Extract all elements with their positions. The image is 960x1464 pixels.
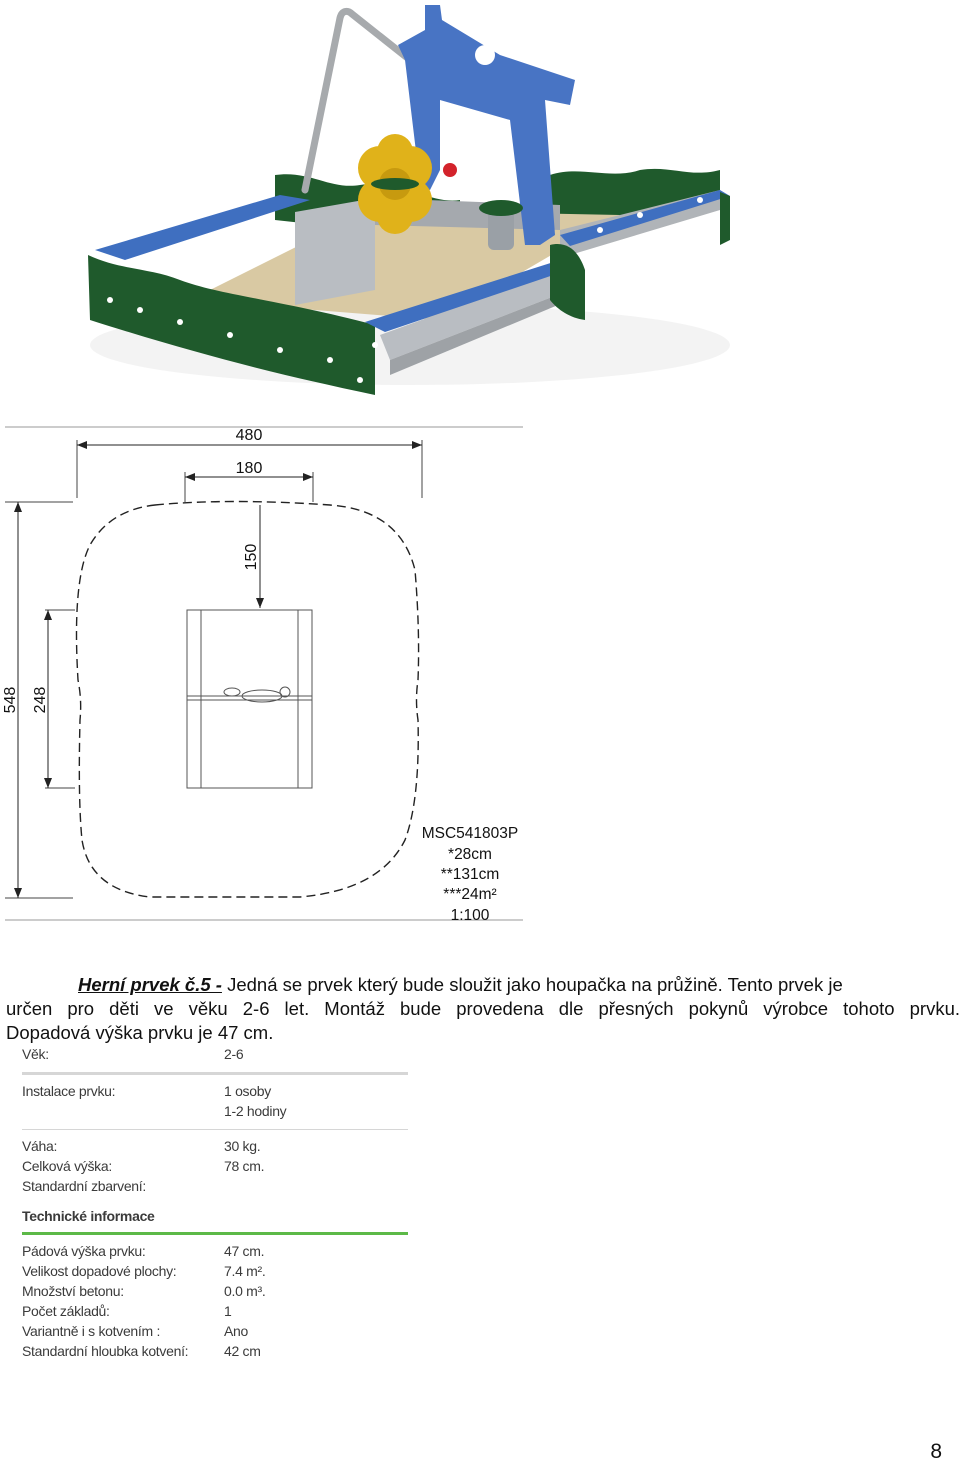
spec-row <box>22 1283 408 1303</box>
dim-total-length: 548 <box>2 686 19 714</box>
dim-total-width: 480 <box>235 427 263 444</box>
spec-row <box>22 1343 408 1363</box>
technical-info-title: Technické informace <box>22 1208 155 1224</box>
spec-row <box>22 1243 408 1263</box>
dim-clearance: 150 <box>243 543 260 571</box>
product-illustration <box>80 0 760 405</box>
separator <box>22 1072 408 1075</box>
page-number: 8 <box>930 1440 942 1463</box>
site-plan-drawing <box>0 420 530 930</box>
dim-equipment-width: 180 <box>235 460 263 477</box>
spec-value: 1-2 hodiny <box>224 1103 287 1119</box>
spec-row <box>22 1158 408 1178</box>
spec-value: 30 kg. <box>224 1138 261 1154</box>
spec-label: Standardní zbarvení: <box>22 1178 146 1194</box>
technical-info-underline <box>22 1232 408 1235</box>
spec-value: 2-6 <box>224 1046 244 1062</box>
legend-scale: 1:100 <box>450 907 490 924</box>
legend-free-height: *28cm <box>448 846 492 863</box>
description-intro: Jedná se prvek který bude sloužit jako houpačka na průžině. Tento prvek je <box>221 974 843 995</box>
spec-label: Variantně i s kotvením : <box>22 1323 161 1339</box>
item-heading: Herní prvek č.5 - <box>78 974 222 995</box>
spec-row <box>22 1263 408 1283</box>
spec-label: Množství betonu: <box>22 1283 124 1299</box>
spec-label: Pádová výška prvku: <box>22 1243 146 1259</box>
legend-fall-height: **131cm <box>440 866 500 883</box>
spec-label: Věk: <box>22 1046 49 1062</box>
spec-row <box>22 1303 408 1323</box>
specification-table <box>22 1046 408 1363</box>
spec-label: Váha: <box>22 1138 58 1154</box>
spec-row <box>22 1046 408 1066</box>
red-knob <box>443 163 457 177</box>
description-line-3: Dopadová výška prvku je 47 cm. <box>6 1022 274 1043</box>
spec-label: Standardní hloubka kotvení: <box>22 1343 189 1359</box>
spec-label: Počet základů: <box>22 1303 110 1319</box>
spec-value: 1 osoby <box>224 1083 271 1099</box>
legend-area: ***24m² <box>443 886 497 903</box>
seat <box>479 200 523 216</box>
divider-panel <box>550 244 585 320</box>
spec-value: 0.0 m³. <box>224 1283 266 1299</box>
description-paragraph <box>6 973 960 1045</box>
description-line-1 <box>6 973 960 997</box>
spec-value: 7.4 m². <box>224 1263 266 1279</box>
spec-value: 47 cm. <box>224 1243 265 1259</box>
dim-equipment-length: 248 <box>32 686 49 714</box>
description-line-2: určen pro děti ve věku 2-6 let. Montáž bude provedena dle přesných pokynů výrobce tohoto prvku. <box>6 998 960 1019</box>
frame-left-back <box>95 195 310 260</box>
equipment-plan <box>187 610 312 788</box>
spec-value: 78 cm. <box>224 1158 265 1174</box>
spec-row <box>22 1323 408 1343</box>
spec-row <box>22 1083 408 1103</box>
separator <box>22 1129 408 1130</box>
legend-code: MSC541803P <box>421 825 519 842</box>
spec-label: Velikost dopadové plochy: <box>22 1263 177 1279</box>
spec-label: Instalace prvku: <box>22 1083 116 1099</box>
spec-row <box>22 1138 408 1158</box>
spec-value: 42 cm <box>224 1343 261 1359</box>
right-end-panel <box>720 192 730 245</box>
inner-wall-left <box>295 198 375 305</box>
spec-label: Celková výška: <box>22 1158 112 1174</box>
house-window <box>475 45 495 65</box>
spec-value: 1 <box>224 1303 232 1319</box>
spec-row <box>22 1103 408 1123</box>
spec-row <box>22 1178 408 1198</box>
flower-handle <box>358 134 432 234</box>
spec-value: Ano <box>224 1323 249 1339</box>
